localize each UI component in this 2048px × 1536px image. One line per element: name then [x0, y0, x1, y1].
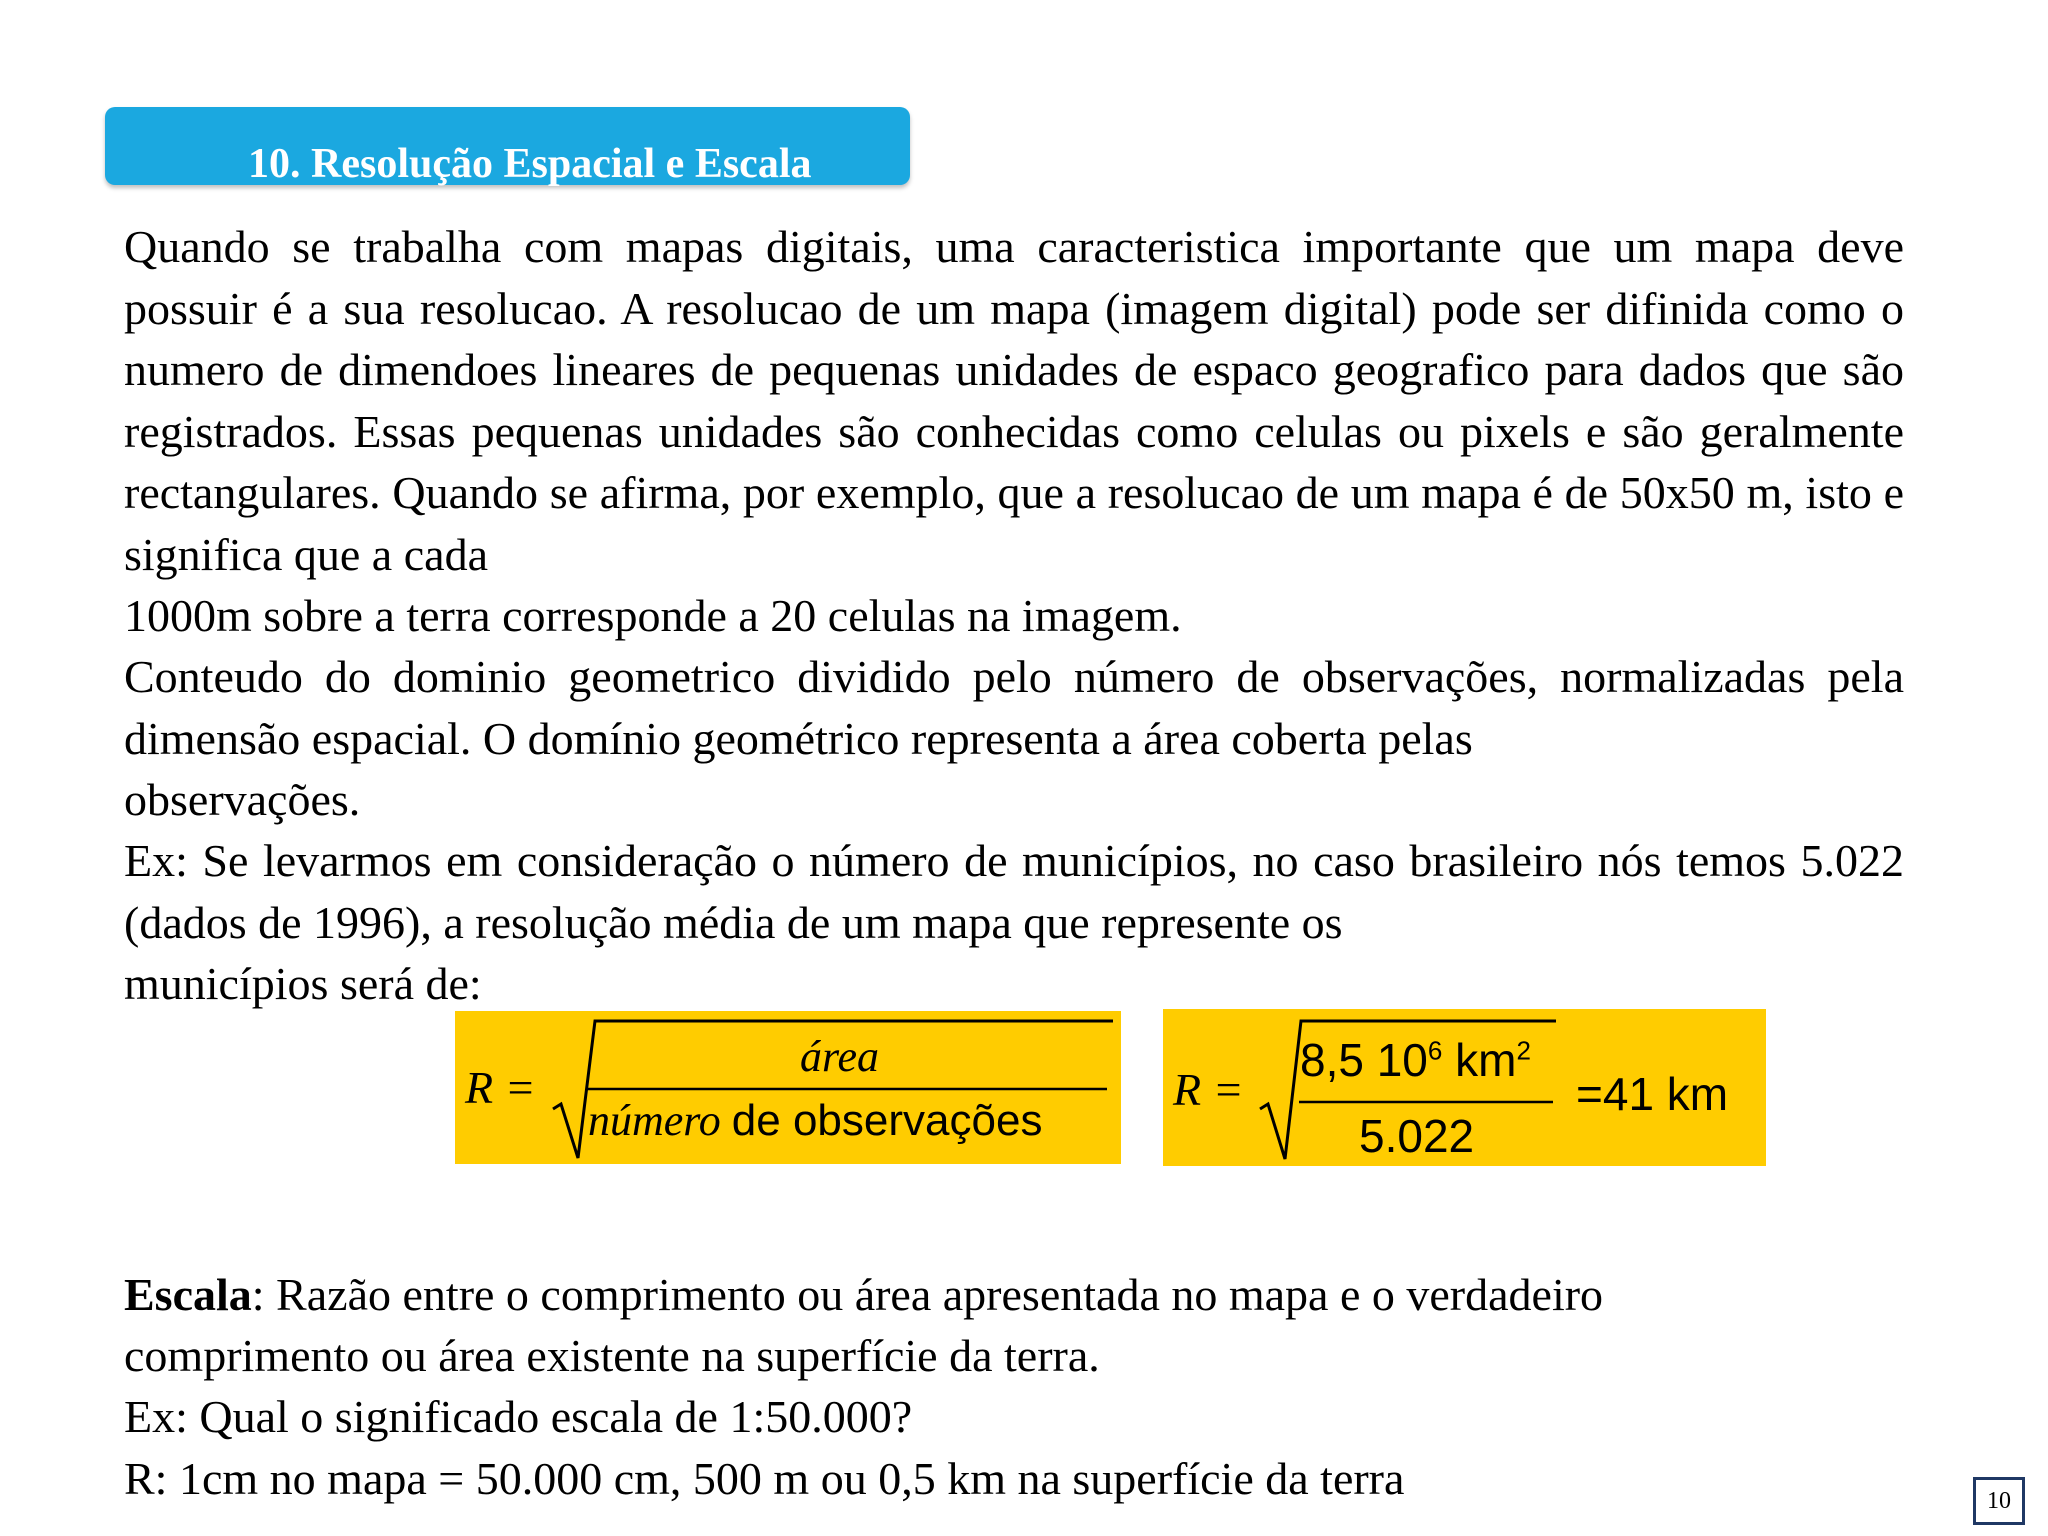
- formula1-lhs: R =: [465, 1062, 536, 1113]
- formula2-denominator: 5.022: [1359, 1110, 1475, 1162]
- formula2-num-exp: 6: [1427, 1035, 1443, 1066]
- paragraph-domain-end: observações.: [124, 774, 361, 825]
- escala-definition: : Razão entre o comprimento ou área apresentada no mapa e o verdadeiro: [251, 1269, 1604, 1320]
- escala-question: Ex: Qual o significado escala de 1:50.000?: [124, 1391, 913, 1442]
- paragraph-example: Ex: Se levarmos em consideração o número de municípios, no caso brasileiro nós temos 5.022 (dados de 1996), a resolução média de um mapa que represente os: [124, 835, 1904, 948]
- formula2-numerator: [1300, 1033, 1531, 1087]
- escala-answer: R: 1cm no mapa = 50.000 cm, 500 m ou 0,5 km na superfície da terra: [124, 1453, 1405, 1504]
- escala-term: Escala: [124, 1269, 252, 1320]
- formula-resolution-result: [1163, 1009, 1766, 1166]
- paragraph-domain: Conteudo do dominio geometrico dividido pelo número de observações, normalizadas pela dimensão espacial. O domínio geométrico representa a área coberta pelas: [124, 651, 1904, 764]
- paragraph-resolution: Quando se trabalha com mapas digitais, uma caracteristica importante que um mapa deve possuir é a sua resolucao. A resolucao de um mapa (imagem digital) pode ser difinida como o numero de dimendoes lineares de pequenas unidades de espaco geografico para dados que são registrados. Essas pequenas unidades são conhecidas como celulas ou pixels e são geralmente rectangulares. Quando se afirma, por exemplo, que a resolucao de um mapa é de 50x50 m, isto e significa que a cada: [124, 221, 1904, 580]
- paragraph-resolution-end: 1000m sobre a terra corresponde a 20 celulas na imagem.: [124, 590, 1182, 641]
- formula2-num-unit-exp: 2: [1516, 1035, 1531, 1066]
- page-number: 10: [1973, 1477, 2025, 1525]
- formula-resolution-general: [455, 1011, 1121, 1164]
- formula1-denominator-italic: número: [588, 1096, 721, 1145]
- formula2-num-base: 8,5 10: [1300, 1034, 1428, 1086]
- paragraph-example-end: municípios será de:: [124, 958, 482, 1009]
- formula2-lhs: R =: [1173, 1064, 1244, 1115]
- paragraph-escala: [124, 1264, 1904, 1326]
- formula2-num-unit: km: [1455, 1034, 1517, 1086]
- formula1-numerator: área: [800, 1032, 880, 1081]
- formula1-denominator: [588, 1095, 1042, 1146]
- section-title: 10. Resolução Espacial e Escala: [248, 141, 812, 187]
- escala-definition-end: comprimento ou área existente na superfície da terra.: [124, 1330, 1100, 1381]
- formula2-result: =41 km: [1576, 1068, 1729, 1120]
- formula1-denominator-text: de observações: [731, 1096, 1043, 1145]
